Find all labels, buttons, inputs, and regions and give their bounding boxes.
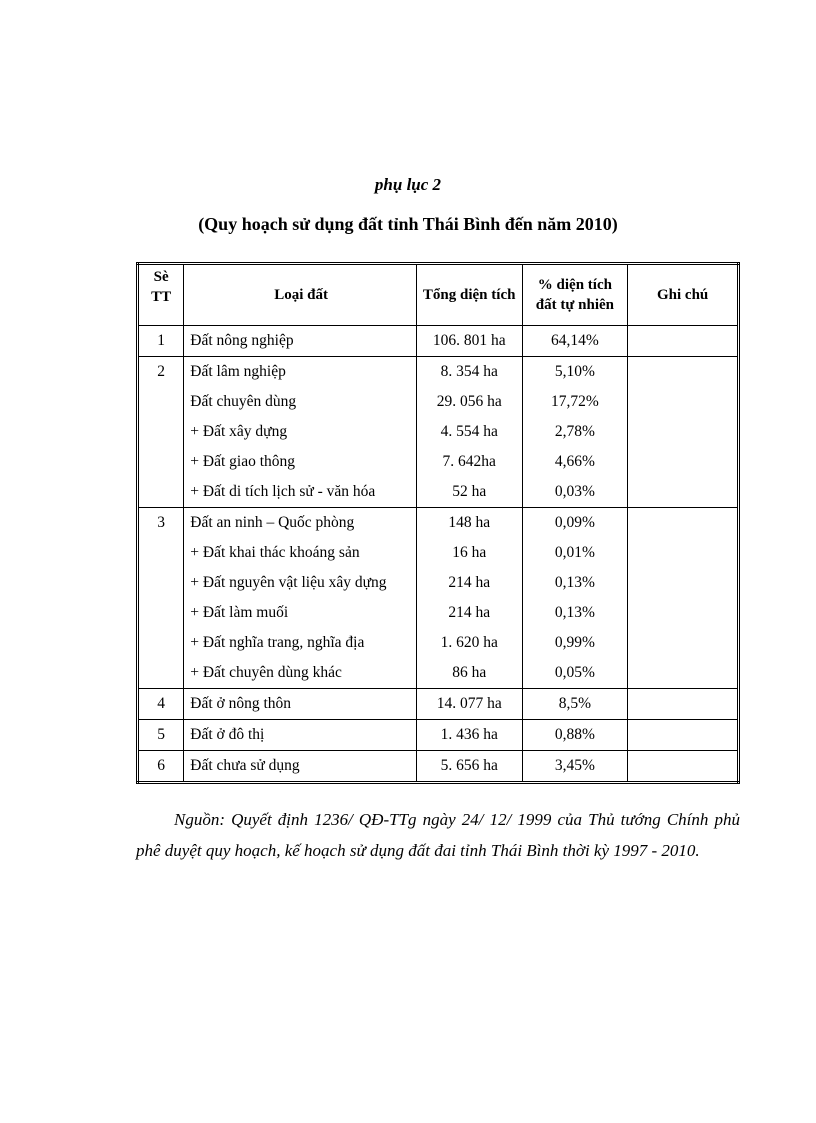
- cell-percent: 5,10%: [522, 357, 628, 388]
- cell-percent: 4,66%: [522, 447, 628, 477]
- cell-total-area: 7. 642ha: [416, 447, 522, 477]
- cell-percent: 2,78%: [522, 417, 628, 447]
- cell-percent: 0,05%: [522, 658, 628, 689]
- cell-land-type: + Đất di tích lịch sử - văn hóa: [184, 477, 417, 508]
- cell-total-area: 148 ha: [416, 508, 522, 539]
- cell-note: [628, 326, 739, 357]
- cell-land-type: Đất nông nghiệp: [184, 326, 417, 357]
- appendix-title: phụ lục 2: [374, 175, 442, 194]
- cell-percent: 0,03%: [522, 477, 628, 508]
- cell-total-area: 214 ha: [416, 568, 522, 598]
- cell-land-type: Đất chưa sử dụng: [184, 751, 417, 783]
- cell-percent: 0,13%: [522, 568, 628, 598]
- cell-percent: 0,88%: [522, 720, 628, 751]
- cell-percent: 0,99%: [522, 628, 628, 658]
- cell-land-type: + Đất nguyên vật liệu xây dựng: [184, 568, 417, 598]
- cell-land-type: + Đất chuyên dùng khác: [184, 658, 417, 689]
- cell-total-area: 4. 554 ha: [416, 417, 522, 447]
- cell-land-type: + Đất xây dựng: [184, 417, 417, 447]
- cell-note: [628, 720, 739, 751]
- cell-total-area: 29. 056 ha: [416, 387, 522, 417]
- cell-percent: 64,14%: [522, 326, 628, 357]
- cell-land-type: Đất chuyên dùng: [184, 387, 417, 417]
- table-row: [138, 720, 739, 751]
- cell-note: [628, 508, 739, 689]
- cell-stt: 6: [138, 751, 184, 783]
- cell-land-type: Đất ở nông thôn: [184, 689, 417, 720]
- cell-stt: 1: [138, 326, 184, 357]
- cell-stt: 2: [138, 357, 184, 508]
- land-use-table: [136, 262, 740, 784]
- cell-land-type: + Đất khai thác khoáng sản: [184, 538, 417, 568]
- cell-total-area: 1. 436 ha: [416, 720, 522, 751]
- cell-total-area: 5. 656 ha: [416, 751, 522, 783]
- cell-percent: 0,01%: [522, 538, 628, 568]
- cell-total-area: 1. 620 ha: [416, 628, 522, 658]
- cell-total-area: 214 ha: [416, 598, 522, 628]
- cell-total-area: 86 ha: [416, 658, 522, 689]
- source-note: Nguồn: Quyết định 1236/ QĐ-TTg ngày 24/ 12/ 1999 của Thủ tướng Chính phủ phê duyệt quy hoạch, kế hoạch sử dụng đất đai tỉnh Thái Bình thời kỳ 1997 - 2010.: [136, 810, 740, 860]
- cell-land-type: + Đất làm muối: [184, 598, 417, 628]
- table-body: [138, 326, 739, 783]
- cell-stt: 3: [138, 508, 184, 689]
- cell-total-area: 16 ha: [416, 538, 522, 568]
- header-total-area: Tổng diện tích: [416, 264, 522, 326]
- cell-note: [628, 689, 739, 720]
- cell-total-area: 106. 801 ha: [416, 326, 522, 357]
- cell-land-type: + Đất giao thông: [184, 447, 417, 477]
- header-percent: % diện tích đất tự nhiên: [522, 264, 628, 326]
- cell-percent: 17,72%: [522, 387, 628, 417]
- document-subtitle: (Quy hoạch sử dụng đất tỉnh Thái Bình đến năm 2010): [198, 214, 618, 234]
- cell-land-type: Đất ở đô thị: [184, 720, 417, 751]
- cell-land-type: + Đất nghĩa trang, nghĩa địa: [184, 628, 417, 658]
- table-row: [138, 508, 739, 539]
- table-row: [138, 326, 739, 357]
- cell-percent: 0,09%: [522, 508, 628, 539]
- cell-total-area: 14. 077 ha: [416, 689, 522, 720]
- table-row: [138, 357, 739, 388]
- header-stt: Sè TT: [138, 264, 184, 326]
- cell-stt: 4: [138, 689, 184, 720]
- cell-stt: 5: [138, 720, 184, 751]
- cell-percent: 0,13%: [522, 598, 628, 628]
- cell-percent: 8,5%: [522, 689, 628, 720]
- table-row: [138, 689, 739, 720]
- cell-note: [628, 357, 739, 508]
- cell-land-type: Đất lâm nghiệp: [184, 357, 417, 388]
- cell-total-area: 52 ha: [416, 477, 522, 508]
- cell-note: [628, 751, 739, 783]
- table-header-row: [138, 264, 739, 326]
- header-land-type: Loại đất: [184, 264, 417, 326]
- cell-total-area: 8. 354 ha: [416, 357, 522, 388]
- header-note: Ghi chú: [628, 264, 739, 326]
- table-row: [138, 751, 739, 783]
- cell-percent: 3,45%: [522, 751, 628, 783]
- cell-land-type: Đất an ninh – Quốc phòng: [184, 508, 417, 539]
